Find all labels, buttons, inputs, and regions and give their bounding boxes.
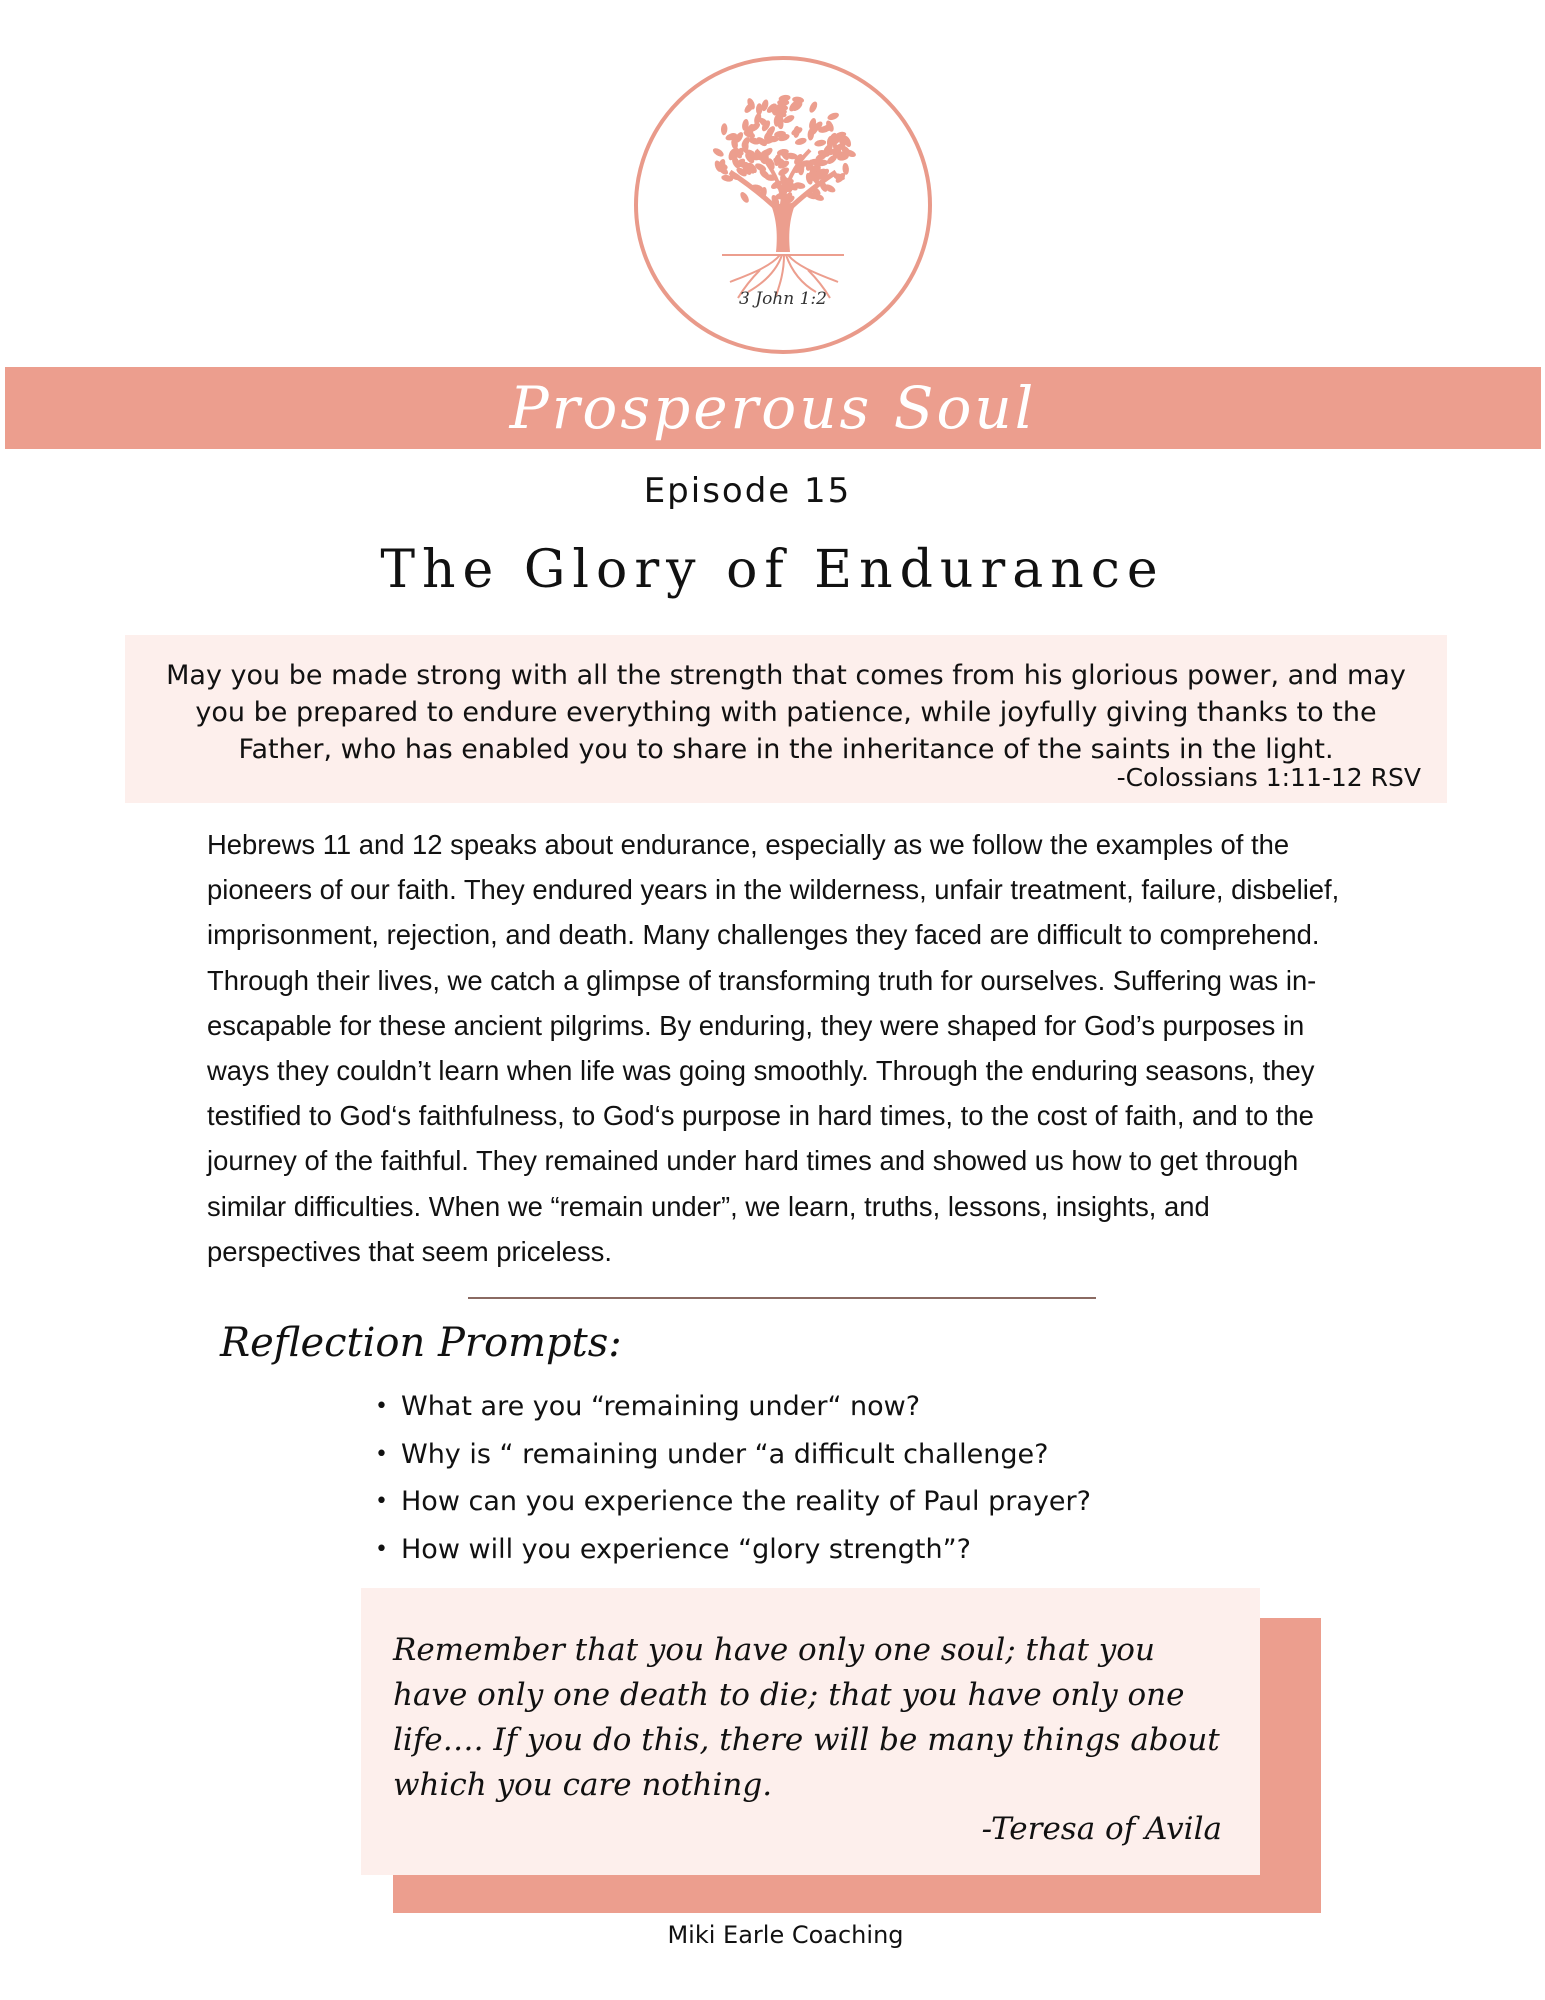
quote-line: Remember that you have only one soul; that you <box>393 1632 1155 1668</box>
verse-line: you be prepared to endure everything with patience, while joyfully giving thanks to the <box>195 697 1377 728</box>
footer-text: Miki Earle Coaching <box>667 1921 904 1949</box>
leaf-shape <box>826 111 839 121</box>
body-line: Through their lives, we catch a glimpse of transforming truth for ourselves. Suffering was in- <box>207 964 1317 996</box>
prompt-text: Why is “ remaining under “a difficult challenge? <box>401 1438 1049 1470</box>
body-line: Hebrews 11 and 12 speaks about endurance, especially as we follow the examples of the <box>207 829 1290 860</box>
prompt-text: What are you “remaining under“ now? <box>401 1391 921 1422</box>
body-line: similar difficulties. When we “remain under”, we learn, truths, lessons, insights, and <box>207 1190 1210 1222</box>
title-banner <box>5 367 1541 449</box>
bullet-icon: • <box>375 1489 388 1514</box>
episode-label <box>0 471 1545 511</box>
quote-line: which you care nothing. <box>393 1767 773 1803</box>
list-item <box>375 1478 1091 1526</box>
leaf-shape <box>712 147 726 159</box>
bullet-icon: • <box>375 1394 388 1419</box>
verse-text <box>125 657 1447 768</box>
verse-line: Father, who has enabled you to share in the inheritance of the saints in the light. <box>238 734 1334 765</box>
verse-line: May you be made strong with all the strength that comes from his glorious power, and may <box>166 660 1406 691</box>
banner-title: Prosperous Soul <box>509 374 1037 442</box>
leaf-shape <box>808 100 819 114</box>
body-line: testified to God‘s faithfulness, to God‘s purpose in hard times, to the cost of faith, and to the <box>207 1100 1314 1132</box>
tree-of-life-icon <box>630 52 936 358</box>
body-line: escapable for these ancient pilgrims. By enduring, they were shaped for God’s purposes in <box>207 1009 1305 1041</box>
page-title: The Glory of Endurance <box>380 540 1165 600</box>
body-paragraph <box>207 822 1457 1274</box>
list-item <box>375 1431 1091 1479</box>
quote-line: have only one death to die; that you have only one <box>393 1677 1185 1713</box>
list-item <box>375 1383 1091 1431</box>
quote-text <box>393 1628 1253 1808</box>
episode-text: Episode 15 <box>643 471 852 511</box>
prompt-text: How can you experience the reality of Paul prayer? <box>401 1486 1091 1517</box>
leaf-shape <box>739 191 751 205</box>
body-line: ways they couldn’t learn when life was going smoothly. Through the enduring seasons, they <box>207 1055 1315 1087</box>
body-line: journey of the faithful. They remained under hard times and showed us how to get through <box>207 1145 1299 1177</box>
reflection-heading: Reflection Prompts: <box>220 1320 622 1366</box>
body-line: perspectives that seem priceless. <box>207 1235 612 1267</box>
verse-reference: -Colossians 1:11-12 RSV <box>1116 763 1421 792</box>
leaf-shape <box>794 137 807 147</box>
bullet-icon: • <box>375 1441 388 1467</box>
body-line: imprisonment, rejection, and death. Many challenges they faced are difficult to comprehend. <box>207 919 1320 951</box>
reflection-list <box>375 1383 1091 1573</box>
logo-reference: 3 John 1:2 <box>739 289 827 309</box>
leaf-shape <box>814 139 827 148</box>
section-divider <box>468 1297 1096 1299</box>
prompt-text: How will you experience “glory strength”? <box>401 1533 971 1565</box>
quote-author: -Teresa of Avila <box>981 1811 1222 1847</box>
list-item <box>375 1526 1091 1574</box>
bullet-icon: • <box>375 1536 388 1562</box>
footer <box>0 1921 1545 1949</box>
verse-box <box>125 635 1447 803</box>
logo <box>630 52 936 358</box>
leaf-shape <box>721 123 728 135</box>
body-line: pioneers of our faith. They endured years in the wilderness, unfair treatment, failure, disbelief, <box>207 874 1340 906</box>
quote-card <box>361 1588 1260 1875</box>
quote-line: life…. If you do this, there will be many things about <box>393 1722 1220 1758</box>
leaf-shape <box>756 103 763 115</box>
